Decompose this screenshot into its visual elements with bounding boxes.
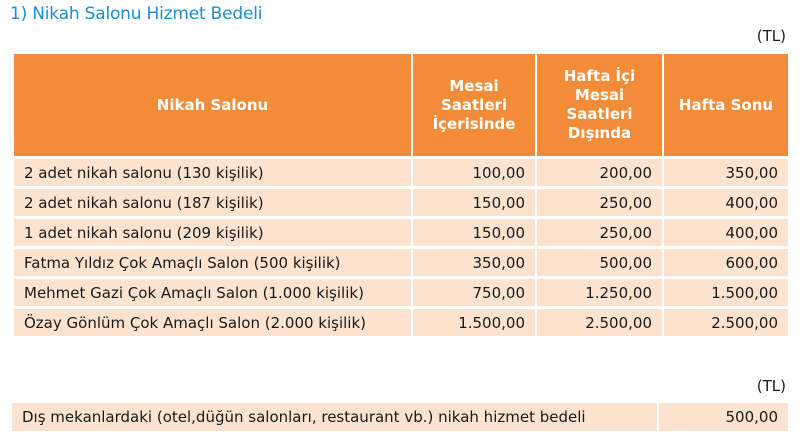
price-cell: 150,00 <box>413 219 535 246</box>
header-hall-name: Nikah Salonu <box>14 54 411 156</box>
header-weekday-outside-hours <box>537 54 662 156</box>
header-line: Saatleri <box>566 105 633 123</box>
price-cell: 250,00 <box>537 189 662 216</box>
price-cell: 1.250,00 <box>537 279 662 306</box>
outdoor-fee-description: Dış mekanlardaki (otel,düğün salonları, restaurant vb.) nikah hizmet bedeli <box>12 403 657 431</box>
header-line: İçerisinde <box>432 114 516 133</box>
price-cell: 350,00 <box>664 159 788 186</box>
fee-table <box>12 51 790 339</box>
table-row <box>14 189 788 216</box>
price-cell: 250,00 <box>537 219 662 246</box>
price-cell: 1.500,00 <box>664 279 788 306</box>
table-row <box>14 249 788 276</box>
price-cell: 150,00 <box>413 189 535 216</box>
price-cell: 750,00 <box>413 279 535 306</box>
price-cell: 100,00 <box>413 159 535 186</box>
price-cell: 350,00 <box>413 249 535 276</box>
outdoor-fee-value: 500,00 <box>659 403 788 431</box>
outdoor-currency-unit-label: (TL) <box>756 377 786 395</box>
header-line: Mesai <box>449 76 499 95</box>
table-row <box>14 159 788 186</box>
price-cell: 200,00 <box>537 159 662 186</box>
price-cell: 600,00 <box>664 249 788 276</box>
currency-unit-label: (TL) <box>756 27 786 45</box>
hall-name-cell: 2 adet nikah salonu (130 kişilik) <box>14 159 411 186</box>
hall-name-cell: 2 adet nikah salonu (187 kişilik) <box>14 189 411 216</box>
header-within-working-hours <box>413 54 535 156</box>
price-cell: 2.500,00 <box>537 309 662 336</box>
hall-name-cell: Fatma Yıldız Çok Amaçlı Salon (500 kişilik) <box>14 249 411 276</box>
hall-name-cell: Mehmet Gazi Çok Amaçlı Salon (1.000 kişilik) <box>14 279 411 306</box>
table-row <box>14 219 788 246</box>
page-title: 1) Nikah Salonu Hizmet Bedeli <box>10 4 263 24</box>
outdoor-fee-row <box>12 403 788 431</box>
table-row <box>14 309 788 336</box>
header-line: Saatleri <box>440 95 508 114</box>
price-cell: 500,00 <box>537 249 662 276</box>
price-cell: 400,00 <box>664 219 788 246</box>
header-weekend: Hafta Sonu <box>664 54 788 156</box>
table-row <box>14 279 788 306</box>
price-cell: 2.500,00 <box>664 309 788 336</box>
price-cell: 400,00 <box>664 189 788 216</box>
hall-name-cell: Özay Gönlüm Çok Amaçlı Salon (2.000 kişilik) <box>14 309 411 336</box>
table-header-row <box>14 54 788 156</box>
header-line: Mesai <box>574 86 625 104</box>
hall-name-cell: 1 adet nikah salonu (209 kişilik) <box>14 219 411 246</box>
header-line: Hafta İçi <box>563 67 636 85</box>
price-cell: 1.500,00 <box>413 309 535 336</box>
header-line: Dışında <box>567 124 632 142</box>
